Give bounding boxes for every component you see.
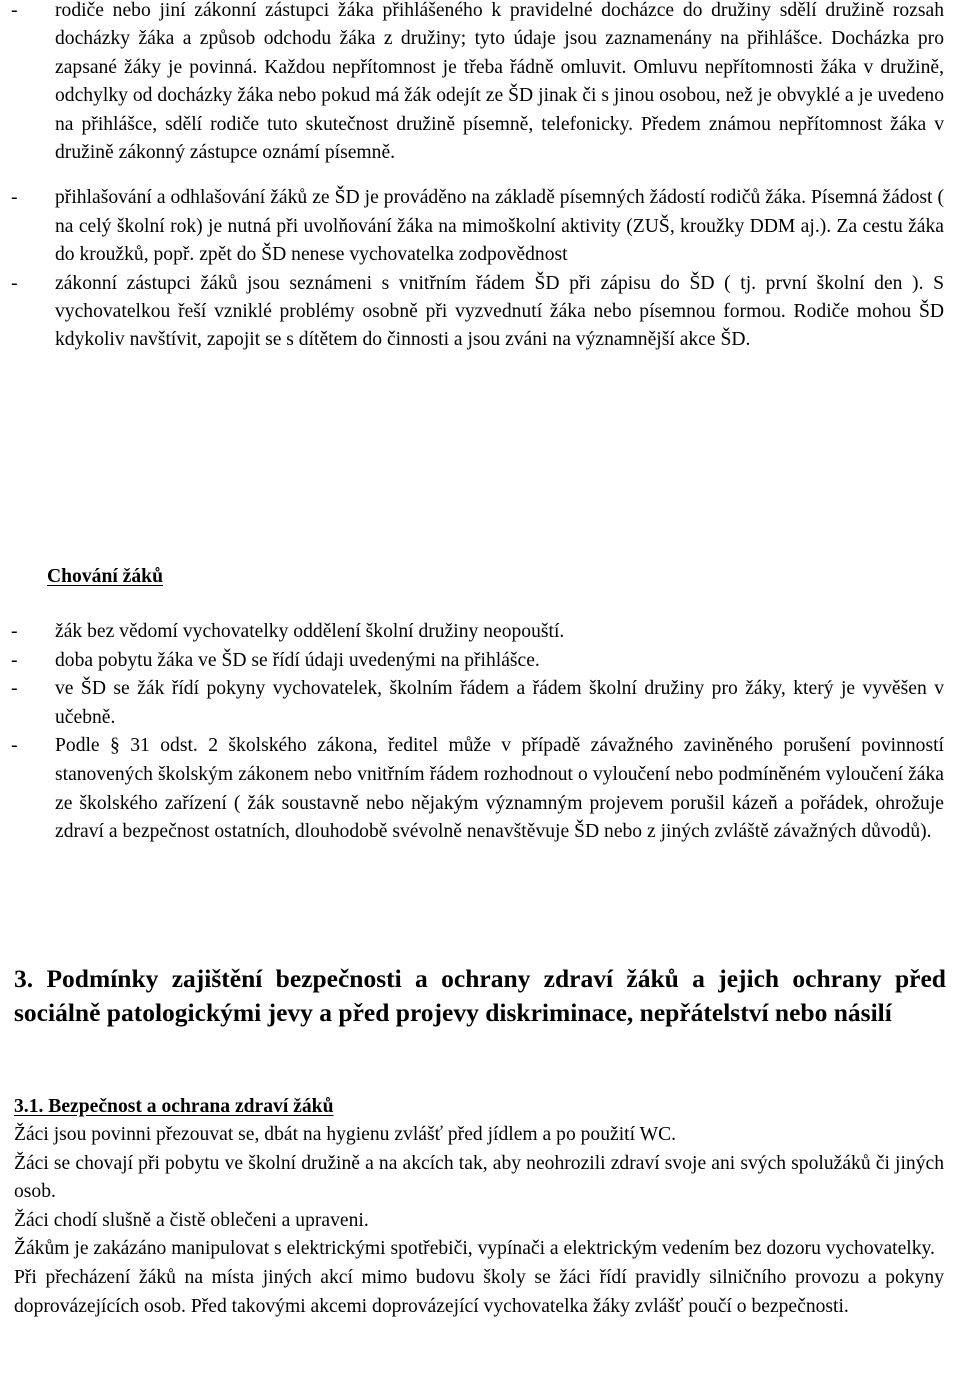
list-marker: - [11,272,18,294]
paragraph: Žáci jsou povinni přezouvat se, dbát na hygienu zvlášť před jídlem a po použití WC. [14,1124,677,1145]
section-heading-3: 3. Podmínky zajištění bezpečnosti a ochrany zdraví žáků a jejich ochrany před sociálně patologickými jevy a před projevy diskriminace, nepřátelství nebo násilí [14,964,946,1027]
list-item [0,270,960,355]
list-marker: - [11,649,18,671]
paragraph: Žáci se chovají při pobytu ve školní družině a na akcích tak, aby neohrozili zdraví svoje ani svých spolužáků či jiných osob. [14,1152,944,1203]
list-item [0,647,960,676]
list-item-text: ve ŠD se žák řídí pokyny vychovatelek, školním řádem a řádem školní družiny pro žáky, který je vyvěšen v učebně. [55,678,944,728]
list-item [0,732,960,846]
attendance-rules-list [0,0,960,355]
list-item [0,0,960,167]
paragraph: Při přecházení žáků na místa jiných akcí mimo budovu školy se žáci řídí pravidly silničního provozu a pokyny doprovázejících osob. Před takovými akcemi doprovázející vychovatelka žáky zvlášť poučí o bezpečnosti. [14,1266,944,1317]
subsection-body [14,1121,944,1321]
list-item-text: zákonní zástupci žáků jsou seznámeni s vnitřním řádem ŠD při zápisu do ŠD ( tj. první školní den ). S vychovatelkou řeší vzniklé problémy osobně při vyzvednutí žáka nebo písemnou formou. Rodiče mohou ŠD kdykoliv navštívit, zapojit se s dítětem do činnosti a jsou zváni na významnější akce ŠD. [55,272,944,351]
list-item [0,618,960,647]
list-marker: - [11,678,18,700]
list-item-text: žák bez vědomí vychovatelky oddělení školní družiny neopouští. [55,621,565,642]
behavior-rules-list [0,618,960,847]
list-marker: - [11,187,18,209]
list-item [0,675,960,732]
list-item-text: rodiče nebo jiní zákonní zástupci žáka přihlášeného k pravidelné docházce do družiny sdělí družině rozsah docházky žáka a způsob odchodu žáka z družiny; tyto údaje jsou zaznamenány na přihlášce. Docházka pro zapsané žáky je povinná. Každou nepřítomnost je třeba řádně omluvit. Omluvu nepřítomnosti žáka v družině, odchylky od docházky žáka nebo pokud má žák odejít ze ŠD jinak či s jinou osobou, než je obvyklé a je uvedeno na přihlášce, sdělí rodiče tuto skutečnost družině písemně, telefonicky. Předem známou nepřítomnost žáka v družině zákonný zástupce oznámí písemně. [55,0,944,164]
subsection-heading-3-1: 3.1. Bezpečnost a ochrana zdraví žáků [14,1096,334,1117]
list-item-text: doba pobytu žáka ve ŠD se řídí údaji uvedenými na přihlášce. [55,649,540,671]
paragraph: Žáci chodí slušně a čistě oblečeni a upraveni. [14,1209,369,1231]
list-marker: - [11,621,18,642]
list-item-text: Podle § 31 odst. 2 školského zákona, ředitel může v případě závažného zaviněného porušení povinností stanovených školským zákonem nebo vnitřním řádem rozhodnout o vyloučení nebo podmíněném vyloučení žáka ze školského zařízení ( žák soustavně nebo nějakým významným projevem porušil kázeň a pořádek, ohrožuje zdraví a bezpečnost ostatních, dlouhodobě svévolně nenavštěvuje ŠD nebo z jiných zvláště závažných důvodů). [55,735,944,843]
list-item [0,184,960,269]
list-item-text: přihlašování a odhlašování žáků ze ŠD je prováděno na základě písemných žádostí rodičů žáka. Písemná žádost ( na celý školní rok) je nutná při uvolňování žáka na mimoškolní aktivity (ZUŠ, kroužky DDM aj.). Za cestu žáka do kroužků, popř. zpět do ŠD nenese vychovatelka zodpovědnost [55,187,944,266]
list-marker: - [11,0,18,21]
list-marker: - [11,735,18,757]
section-heading-behavior: Chování žáků [47,566,163,587]
paragraph: Žákům je zakázáno manipulovat s elektrickými spotřebiči, vypínači a elektrickým vedením bez dozoru vychovatelky. [14,1238,935,1260]
